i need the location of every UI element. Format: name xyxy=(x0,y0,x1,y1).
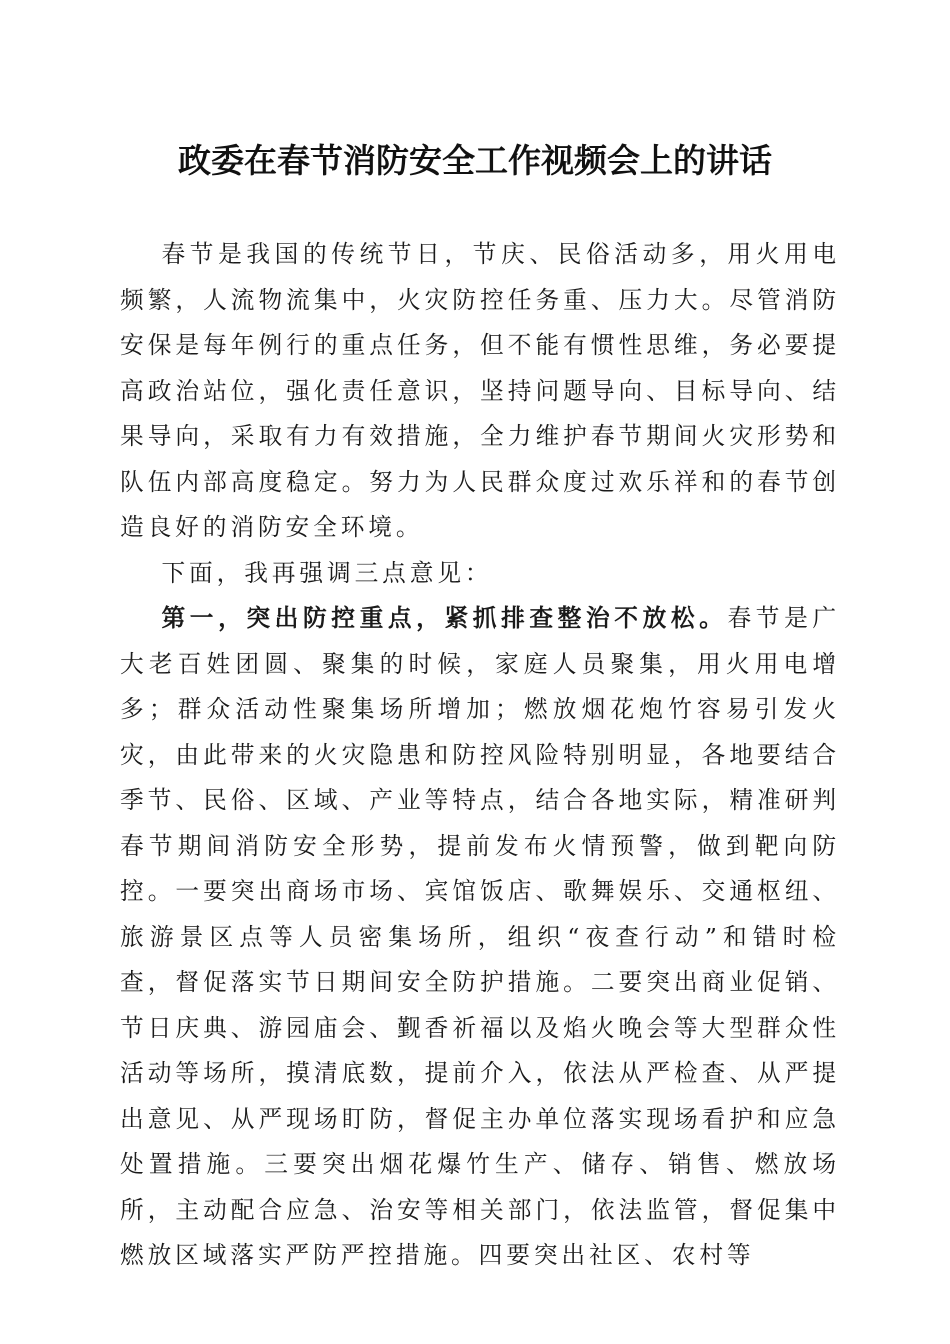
paragraph-text: 下面，我再强调三点意见： xyxy=(161,558,493,587)
paragraph-lead: 第一，突出防控重点，紧抓排查整治不放松。 xyxy=(161,604,728,632)
paragraph-transition xyxy=(120,551,840,597)
paragraph-intro xyxy=(120,232,840,551)
paragraph-text: 春节是我国的传统节日，节庆、民俗活动多，用火用电频繁，人流物流集中，火灾防控任务重、压力大。尽管消防安保是每年例行的重点任务，但不能有惯性思维，务必要提高政治站位，强化责任意识，坚持问题导向、目标导向、结果导向，采取有力有效措施，全力维护春节期间火灾形势和队伍内部高度稳定。努力为人民群众度过欢乐祥和的春节创造良好的消防安全环境。 xyxy=(120,240,840,541)
paragraph-point-one xyxy=(120,596,840,1279)
document-body xyxy=(120,232,840,1279)
paragraph-text: 春节是广大老百姓团圆、聚集的时候，家庭人员聚集，用火用电增多；群众活动性聚集场所增加；燃放烟花炮竹容易引发火灾，由此带来的火灾隐患和防控风险特别明显，各地要结合季节、民俗、区域、产业等特点，结合各地实际，精准研判春节期间消防安全形势，提前发布火情预警，做到靶向防控。一要突出商场市场、宾馆饭店、歌舞娱乐、交通枢纽、旅游景区点等人员密集场所，组织“夜查行动”和错时检查，督促落实节日期间安全防护措施。二要突出商业促销、节日庆典、游园庙会、觐香祈福以及焰火晚会等大型群众性活动等场所，摸清底数，提前介入，依法从严检查、从严提出意见、从严现场盯防，督促主办单位落实现场看护和应急处置措施。三要突出烟花爆竹生产、储存、销售、燃放场所，主动配合应急、治安等相关部门，依法监管，督促集中燃放区域落实严防严控措施。四要突出社区、农村等 xyxy=(120,604,840,1269)
document-title: 政委在春节消防安全工作视频会上的讲话 xyxy=(178,141,772,180)
